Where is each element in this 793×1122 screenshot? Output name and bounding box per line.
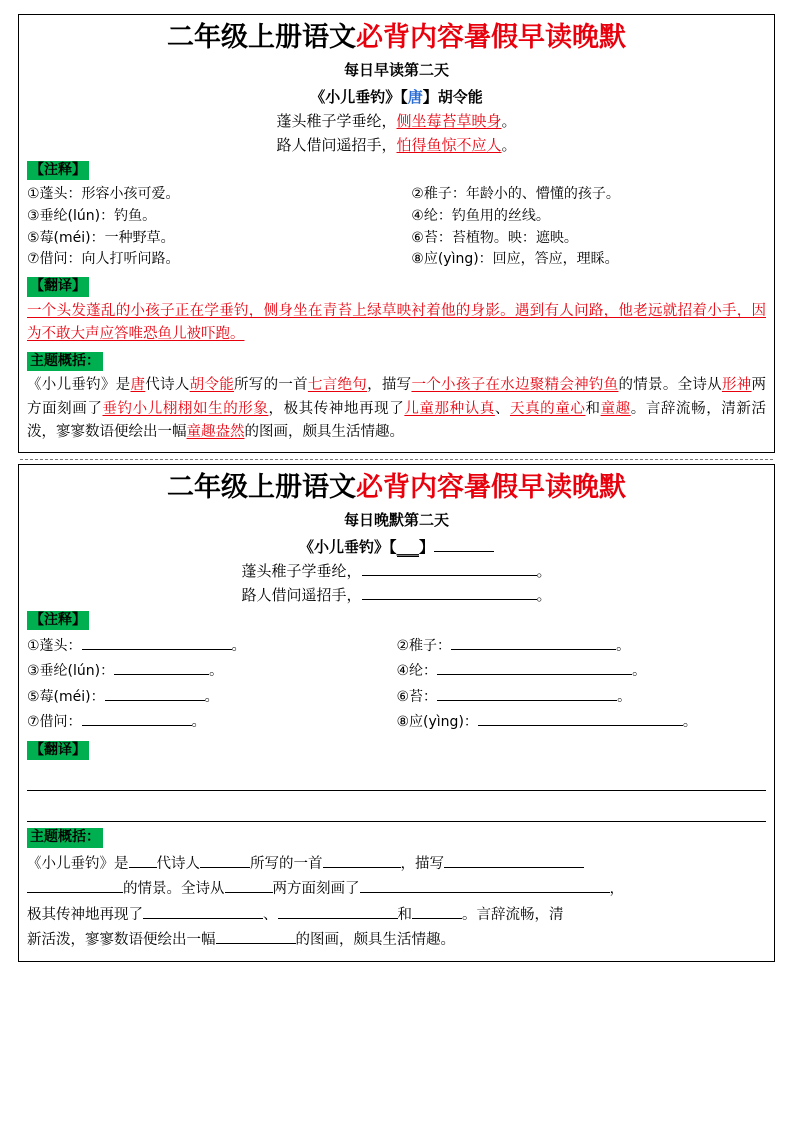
summary-highlight: 童趣盎然 bbox=[186, 423, 245, 440]
note-stem: ④纶： bbox=[396, 663, 438, 680]
poem-line-2-blank[interactable] bbox=[362, 599, 537, 600]
poem-line-2 bbox=[27, 134, 766, 155]
summary-highlight: 唐 bbox=[130, 377, 146, 394]
poem-author: 】胡令能 bbox=[422, 87, 483, 106]
summary-plain: 和 bbox=[585, 400, 601, 417]
translation-write-line[interactable] bbox=[27, 801, 766, 822]
summary-stem: 《小儿垂钓》是 bbox=[27, 855, 129, 872]
exercise-notes-list bbox=[27, 634, 766, 735]
note-blank[interactable] bbox=[105, 700, 205, 701]
summary-stem: 的情景。全诗从 bbox=[123, 881, 225, 898]
summary-label: 主题概括： bbox=[27, 352, 103, 372]
note-stem: ②稚子： bbox=[396, 638, 452, 655]
summary-blank[interactable] bbox=[360, 892, 610, 893]
card1-title bbox=[27, 21, 766, 55]
summary-stem: 所写的一首 bbox=[250, 855, 323, 872]
note-blank[interactable] bbox=[82, 725, 192, 726]
notes-list bbox=[27, 184, 766, 271]
exercise-notes-row bbox=[27, 710, 766, 735]
summary-plain: 的图画，颇具生活情趣。 bbox=[244, 423, 404, 440]
summary-plain: 所写的一首 bbox=[234, 377, 308, 394]
card1-poem-heading bbox=[27, 86, 766, 107]
summary-blank[interactable] bbox=[216, 943, 296, 944]
poem-line-1-highlight: 侧坐莓苔草映身 bbox=[396, 111, 502, 130]
poem-line-2-end: 。 bbox=[536, 585, 552, 604]
summary-plain: 《小儿垂钓》是 bbox=[27, 377, 131, 394]
summary-stem: 极其传神地再现了 bbox=[27, 906, 143, 923]
poem-title-text: 《小儿垂钓》【 bbox=[298, 537, 397, 556]
exercise-notes-row bbox=[27, 685, 766, 710]
note-blank[interactable] bbox=[437, 700, 617, 701]
page-divider bbox=[20, 459, 773, 460]
exercise-notes-label: 【注释】 bbox=[27, 611, 89, 631]
note-stem: ⑤莓(méi)： bbox=[27, 688, 105, 705]
exercise-note-item[interactable]: ①蓬头： 。 bbox=[27, 638, 246, 655]
summary-blank[interactable] bbox=[323, 867, 401, 868]
summary-stem: 代诗人 bbox=[156, 855, 200, 872]
card2-title-black: 二年级上册语文 bbox=[167, 471, 356, 503]
note-stem: ⑧应(yìng)： bbox=[396, 713, 478, 730]
notes-label: 【注释】 bbox=[27, 161, 89, 181]
translation-write-line[interactable] bbox=[27, 770, 766, 791]
summary-plain: 代诗人 bbox=[145, 377, 190, 394]
notes-row bbox=[27, 249, 766, 271]
poem-line-2-plain: 路人借问遥招手， bbox=[276, 135, 397, 154]
poem-line-1-blank[interactable] bbox=[362, 575, 537, 576]
summary-blank[interactable] bbox=[200, 867, 250, 868]
exercise-note-item[interactable]: ②稚子： 。 bbox=[396, 638, 631, 655]
poem-line-1-plain: 蓬头稚子学垂纶， bbox=[276, 111, 397, 130]
exercise-translation-label: 【翻译】 bbox=[27, 741, 89, 761]
notes-row bbox=[27, 228, 766, 250]
poem-author-blank[interactable] bbox=[434, 551, 494, 552]
exercise-note-item[interactable]: ④纶： 。 bbox=[396, 663, 647, 680]
card2-title bbox=[27, 471, 766, 505]
summary-highlight: 胡令能 bbox=[189, 377, 235, 394]
summary-blank[interactable] bbox=[225, 892, 273, 893]
note-stem: ①蓬头： bbox=[27, 638, 82, 655]
exercise-poem-line-2[interactable] bbox=[27, 584, 766, 605]
notes-row bbox=[27, 184, 766, 206]
summary-blank[interactable] bbox=[129, 867, 157, 868]
summary-highlight: 儿童那种认真 bbox=[404, 400, 495, 417]
summary-text bbox=[27, 374, 766, 444]
summary-blank[interactable] bbox=[278, 918, 398, 919]
note-item: ⑤莓(méi)：一种野草。 bbox=[27, 229, 175, 246]
summary-highlight: 垂钓小儿栩栩如生的形象 bbox=[102, 400, 269, 417]
summary-stem: 、 bbox=[263, 906, 278, 923]
note-stem: ⑥苔： bbox=[396, 688, 438, 705]
poem-line-2-end: 。 bbox=[501, 135, 517, 154]
poem-dynasty: 唐 bbox=[407, 87, 423, 106]
note-item: ⑥苔：苔植物。映：遮映。 bbox=[411, 229, 578, 246]
summary-blank[interactable] bbox=[444, 867, 584, 868]
card2-title-red: 必背内容暑假早读晚默 bbox=[356, 471, 626, 503]
exercise-note-item[interactable]: ⑦借问： 。 bbox=[27, 713, 206, 730]
note-blank[interactable] bbox=[451, 649, 616, 650]
translation-text: 一个头发蓬乱的小孩子正在学垂钓，侧身坐在青苔上绿草映衬着他的身影。遇到有人问路，他老远就招着小手，因为不敢大声应答唯恐鱼儿被吓跑。 bbox=[27, 302, 766, 342]
summary-blank[interactable] bbox=[412, 918, 462, 919]
exercise-notes-row bbox=[27, 634, 766, 659]
summary-stem: 两方面刻画了 bbox=[272, 881, 360, 898]
card2-poem-heading[interactable] bbox=[27, 536, 766, 557]
summary-plain: 的情景。全诗从 bbox=[618, 377, 722, 394]
note-item: ②稚子：年龄小的、懵懂的孩子。 bbox=[411, 186, 620, 203]
translation-label: 【翻译】 bbox=[27, 277, 89, 297]
note-item: ①蓬头：形容小孩可爱。 bbox=[27, 186, 180, 203]
summary-highlight: 形神 bbox=[721, 377, 752, 394]
poem-title-end: 】 bbox=[419, 537, 435, 556]
poem-line-2-highlight: 怕得鱼惊不应人 bbox=[396, 135, 502, 154]
poem-line-1-end: 。 bbox=[501, 111, 517, 130]
note-item: ⑧应(yìng)：回应，答应，理睬。 bbox=[411, 251, 619, 268]
card1-title-red: 必背内容暑假早读晚默 bbox=[356, 22, 626, 53]
note-stem: ⑦借问： bbox=[27, 713, 82, 730]
note-blank[interactable] bbox=[82, 649, 232, 650]
summary-stem: ，描写 bbox=[400, 855, 444, 872]
exercise-card bbox=[18, 464, 775, 963]
note-item: ③垂纶(lún)：钓鱼。 bbox=[27, 207, 157, 224]
reading-card bbox=[18, 14, 775, 453]
summary-plain: 。言辞流畅，清新活泼，寥寥数语便绘出一幅 bbox=[27, 400, 766, 440]
exercise-note-item[interactable]: ⑥苔： 。 bbox=[396, 688, 632, 705]
summary-blank[interactable] bbox=[143, 918, 263, 919]
poem-line-1-plain: 蓬头稚子学垂纶， bbox=[241, 561, 362, 580]
summary-highlight: 一个小孩子在水边聚精会神钓鱼 bbox=[411, 377, 619, 394]
poem-line-2-plain: 路人借问遥招手， bbox=[241, 585, 362, 604]
note-blank[interactable] bbox=[437, 674, 632, 675]
summary-stem: 和 bbox=[397, 906, 412, 923]
note-item: ⑦借问：向人打听问路。 bbox=[27, 251, 180, 268]
poem-dynasty-blank[interactable]: ___ bbox=[396, 537, 419, 556]
summary-highlight: 童趣 bbox=[600, 400, 631, 417]
notes-row bbox=[27, 206, 766, 228]
summary-stem: 的图画，颇具生活情趣。 bbox=[295, 932, 455, 949]
card2-subtitle: 每日晚默第二天 bbox=[343, 510, 449, 529]
summary-highlight: 七言绝句 bbox=[307, 377, 368, 394]
note-item: ④纶：钓鱼用的丝线。 bbox=[411, 207, 550, 224]
note-stem: ③垂纶(lún)： bbox=[27, 663, 115, 680]
exercise-summary-text[interactable]: 《小儿垂钓》是 代诗人 所写的一首 ，描写 的情景。全诗从 两方面刻画了 ， 极其传神地再现了 、 和 。言辞流畅，清 新活泼，寥寥数语便绘出一幅 的图画，颇具生活情趣。 bbox=[27, 855, 624, 949]
summary-blank[interactable] bbox=[27, 892, 123, 893]
exercise-notes-row bbox=[27, 659, 766, 684]
card1-title-black: 二年级上册语文 bbox=[167, 22, 356, 53]
summary-highlight: 天真的童心 bbox=[510, 400, 586, 417]
note-blank[interactable] bbox=[478, 725, 683, 726]
summary-plain: ，极其传神地再现了 bbox=[268, 400, 405, 417]
note-blank[interactable] bbox=[114, 674, 209, 675]
card1-subtitle: 每日早读第二天 bbox=[343, 60, 449, 79]
exercise-note-item[interactable]: ③垂纶(lún)： 。 bbox=[27, 663, 224, 680]
poem-line-1-end: 。 bbox=[536, 561, 552, 580]
exercise-poem-line-1[interactable] bbox=[27, 560, 766, 581]
exercise-note-item[interactable]: ⑤莓(méi)： 。 bbox=[27, 688, 219, 705]
exercise-note-item[interactable]: ⑧应(yìng)： 。 bbox=[396, 713, 697, 730]
summary-plain: 两方面刻画了 bbox=[27, 377, 767, 417]
summary-plain: ，描写 bbox=[367, 377, 412, 394]
poem-line-1 bbox=[27, 110, 766, 131]
summary-plain: 、 bbox=[494, 400, 510, 417]
poem-title-text: 《小儿垂钓》【 bbox=[310, 87, 408, 106]
exercise-summary-label: 主题概括： bbox=[27, 828, 103, 848]
